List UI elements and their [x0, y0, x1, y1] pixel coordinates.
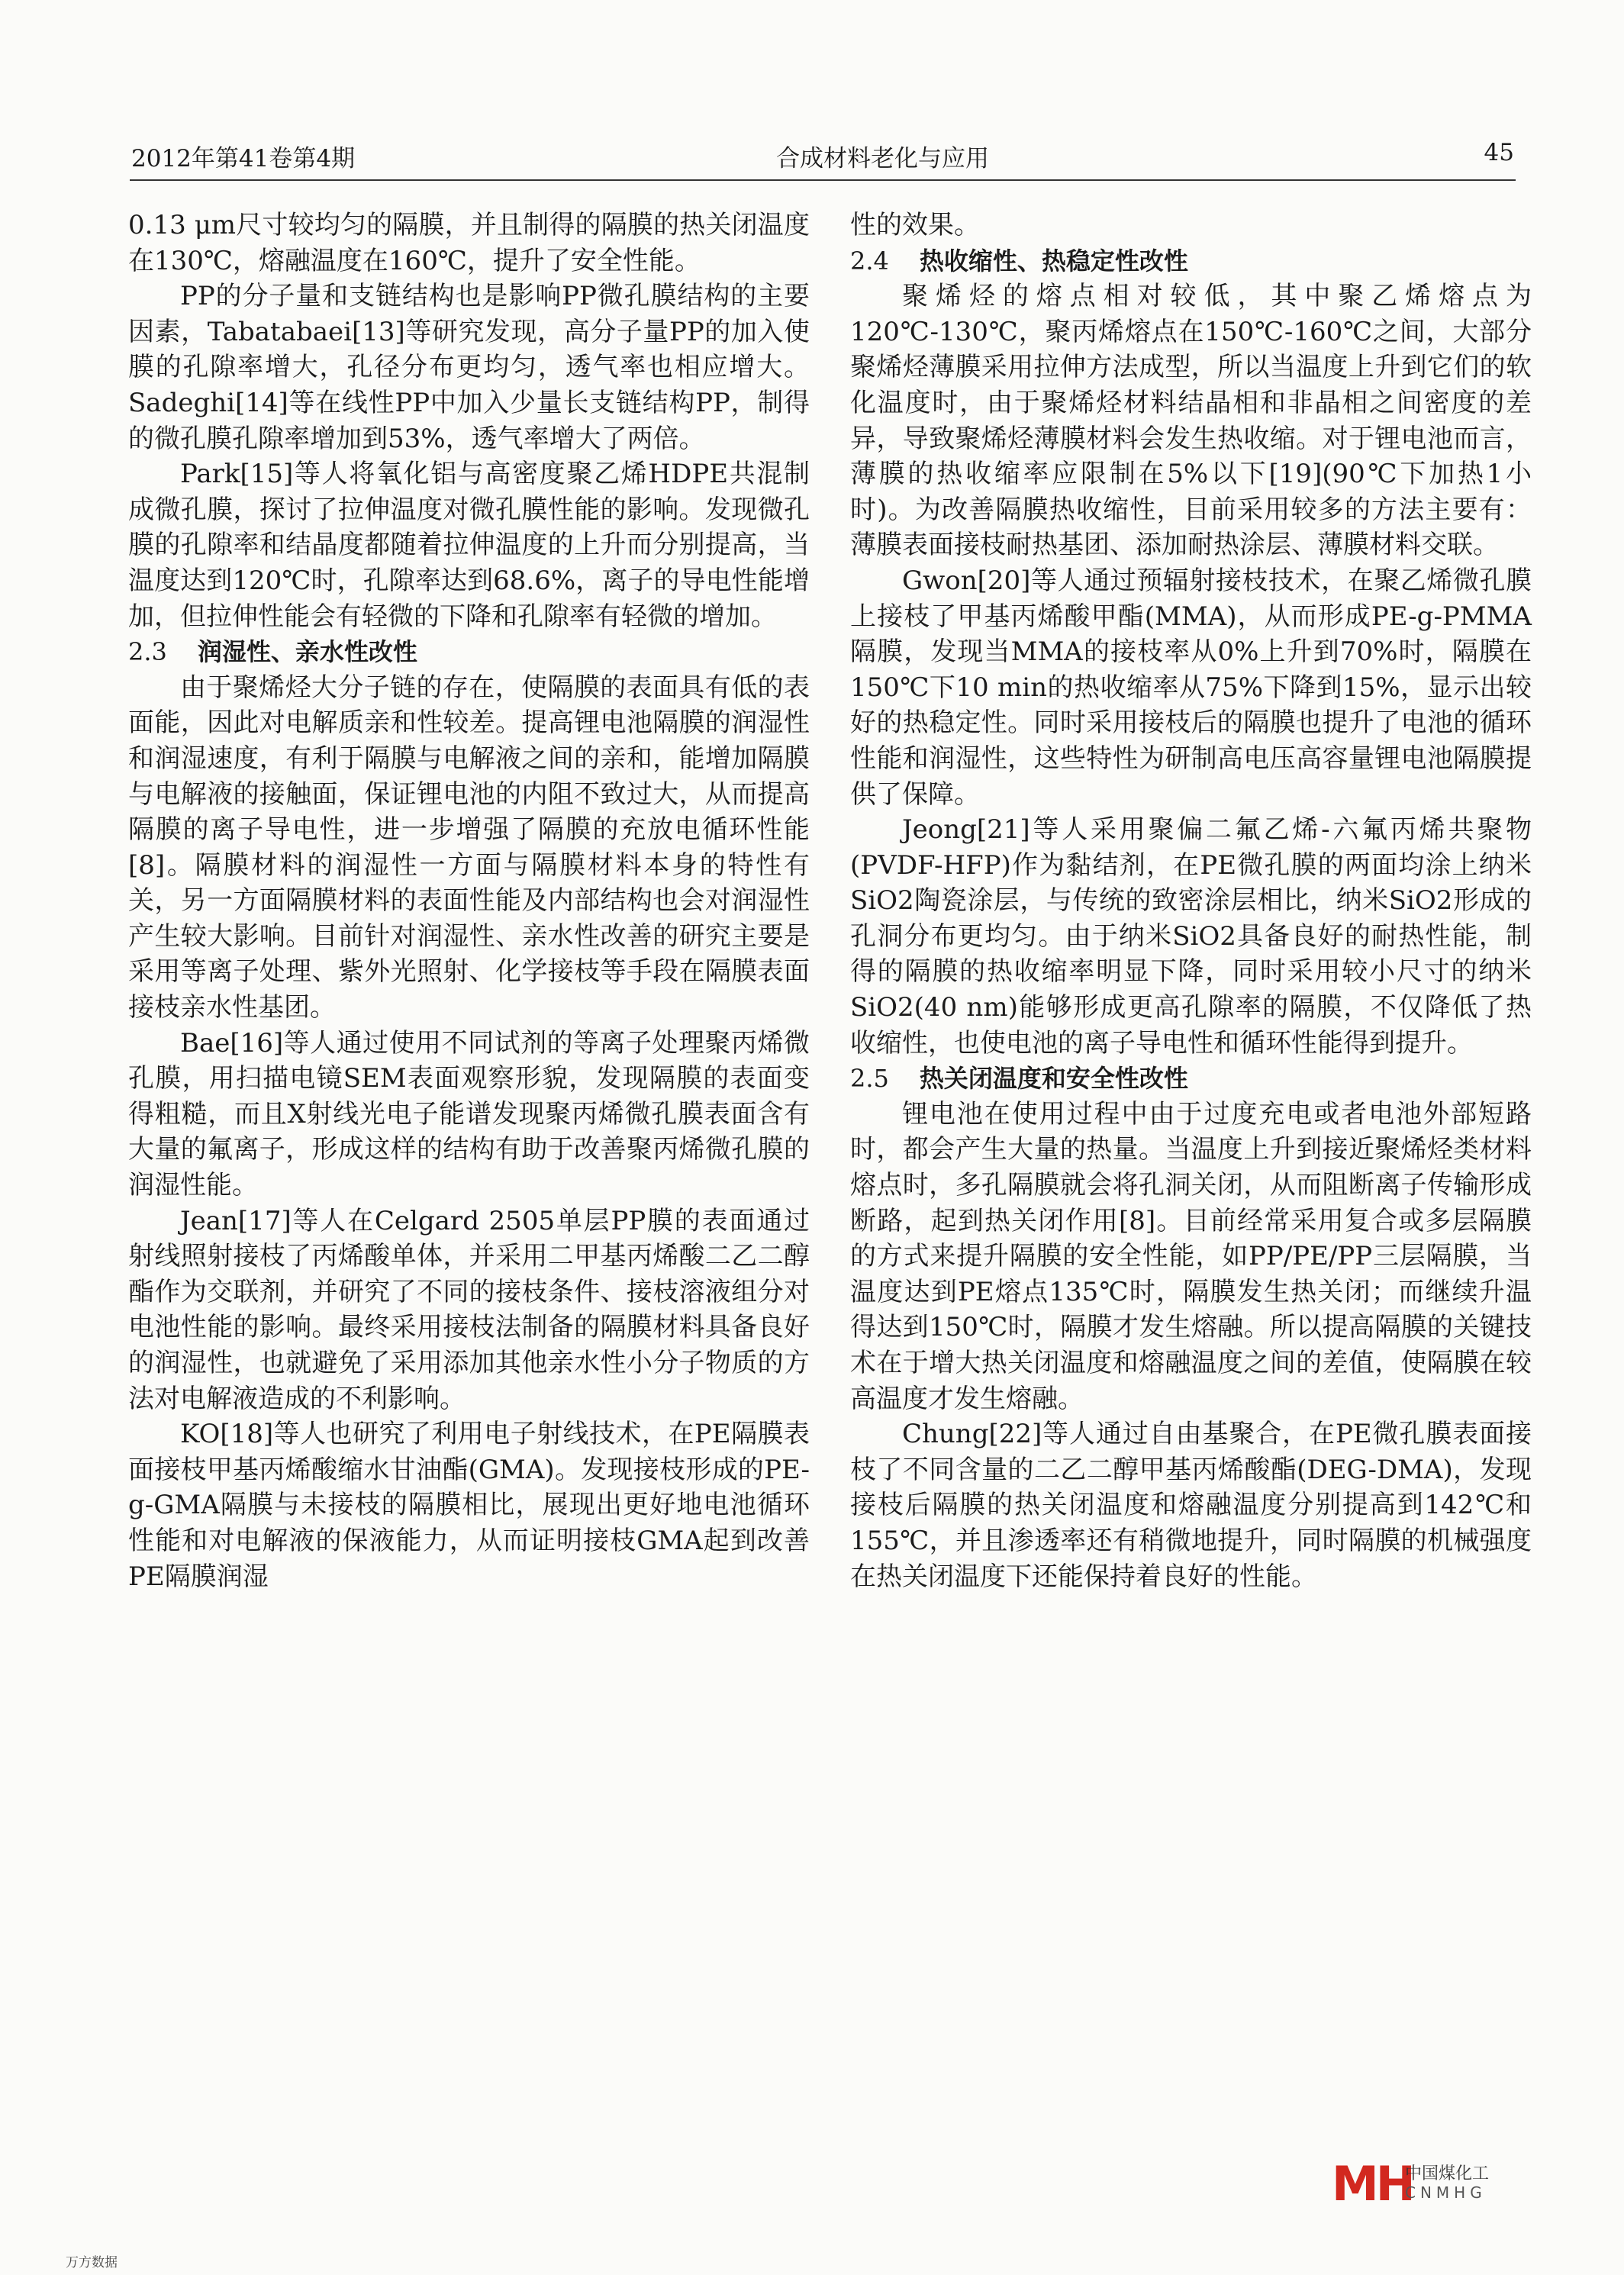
- section-title: 润湿性、亲水性改性: [197, 637, 417, 667]
- paragraph: Jeong[21]等人采用聚偏二氟乙烯-六氟丙烯共聚物(PVDF-HFP)作为黏结剂，在PE微孔膜的两面均涂上纳米SiO2陶瓷涂层，与传统的致密涂层相比，纳米SiO2形成的孔洞分布更均匀。由于纳米SiO2具备良好的耐热性能，制得的隔膜的热收缩率明显下降，同时采用较小尺寸的纳米SiO2(40 nm)能够形成更高孔隙率的隔膜，不仅降低了热收缩性，也使电池的离子导电性和循环性能得到提升。: [850, 814, 1532, 1059]
- section-heading-2-3: [128, 634, 810, 670]
- paragraph: 由于聚烯烃大分子链的存在，使隔膜的表面具有低的表面能，因此对电解质亲和性较差。提高锂电池隔膜的润湿性和润湿速度，有利于隔膜与电解液之间的亲和，能增加隔膜与电解液的接触面，保证锂电池的内阻不致过大，从而提高隔膜的离子导电性，进一步增强了隔膜的充放电循环性能[8]。隔膜材料的润湿性一方面与隔膜材料本身的特性有关，另一方面隔膜材料的表面性能及内部结构也会对润湿性产生较大影响。目前针对润湿性、亲水性改善的研究主要是采用等离子处理、紫外光照射、化学接枝等手段在隔膜表面接枝亲水性基团。: [128, 672, 810, 1023]
- logo-english: CNMHG: [1405, 2183, 1487, 2202]
- section-number: 2.3: [128, 637, 167, 667]
- journal-title: 合成材料老化与应用: [776, 145, 989, 172]
- paragraph: Gwon[20]等人通过预辐射接枝技术，在聚乙烯微孔膜上接枝了甲基丙烯酸甲酯(MMA)，从而形成PE-g-PMMA隔膜，发现当MMA的接枝率从0%上升到70%时，隔膜在150℃下10 min的热收缩率从75%下降到15%，显示出较好的热稳定性。同时采用接枝后的隔膜也提升了电池的循环性能和润湿性，这些特性为研制高电压高容量锂电池隔膜提供了保障。: [850, 565, 1532, 810]
- footer-source: 万方数据: [66, 2255, 118, 2270]
- paragraph: 聚烯烃的熔点相对较低，其中聚乙烯熔点为120℃-130℃，聚丙烯熔点在150℃-160℃之间，大部分聚烯烃薄膜采用拉伸方法成型，所以当温度上升到它们的软化温度时，由于聚烯烃材料结晶相和非晶相之间密度的差异，导致聚烯烃薄膜材料会发生热收缩。对于锂电池而言，薄膜的热收缩率应限制在5%以下[19](90℃下加热1小时)。为改善隔膜热收缩性，目前采用较多的方法主要有：薄膜表面接枝耐热基团、添加耐热涂层、薄膜材料交联。: [850, 281, 1532, 561]
- paragraph: KO[18]等人也研究了利用电子射线技术，在PE隔膜表面接枝甲基丙烯酸缩水甘油酯(GMA)。发现接枝形成的PE-g-GMA隔膜与未接枝的隔膜相比，展现出更好地电池循环性能和对电解液的保液能力，从而证明接枝GMA起到改善PE隔膜润湿: [128, 1419, 810, 1592]
- paragraph: 锂电池在使用过程中由于过度充电或者电池外部短路时，都会产生大量的热量。当温度上升到接近聚烯烃类材料熔点时，多孔隔膜就会将孔洞关闭，从而阻断离子传输形成断路，起到热关闭作用[8]。目前经常采用复合或多层隔膜的方式来提升隔膜的安全性能，如PP/PE/PP三层隔膜，当温度达到PE熔点135℃时，隔膜发生热关闭；而继续升温得达到150℃时，隔膜才发生熔融。所以提高隔膜的关键技术在于增大热关闭温度和熔融温度之间的差值，使隔膜在较高温度才发生熔融。: [850, 1098, 1532, 1414]
- paragraph: 性的效果。: [850, 210, 980, 240]
- page-number: 45: [1484, 139, 1514, 166]
- paragraph: 0.13 μm尺寸较均匀的隔膜，并且制得的隔膜的热关闭温度在130℃，熔融温度在160℃，提升了安全性能。: [128, 210, 810, 276]
- logo-mark: MH: [1332, 2156, 1413, 2212]
- section-title: 热关闭温度和安全性改性: [919, 1064, 1188, 1094]
- left-column: [128, 208, 810, 1594]
- section-heading-2-5: [850, 1061, 1532, 1097]
- section-title: 热收缩性、热稳定性改性: [919, 246, 1188, 276]
- watermark-logo: [1332, 2156, 1530, 2212]
- paragraph: PP的分子量和支链结构也是影响PP微孔膜结构的主要因素，Tabatabaei[13]等研究发现，高分子量PP的加入使膜的孔隙率增大，孔径分布更均匀，透气率也相应增大。Sadeghi[14]等在线性PP中加入少量长支链结构PP，制得的微孔膜孔隙率增加到53%，透气率增大了两倍。: [128, 281, 810, 454]
- logo-chinese: 中国煤化工: [1405, 2164, 1490, 2183]
- paragraph: Chung[22]等人通过自由基聚合，在PE微孔膜表面接枝了不同含量的二乙二醇甲基丙烯酸酯(DEG-DMA)，发现接枝后隔膜的热关闭温度和熔融温度分别提高到142℃和155℃，并且渗透率还有稍微地提升，同时隔膜的机械强度在热关闭温度下还能保持着良好的性能。: [850, 1419, 1532, 1592]
- section-number: 2.5: [850, 1064, 889, 1094]
- right-column: [850, 208, 1532, 1594]
- paragraph: Jean[17]等人在Celgard 2505单层PP膜的表面通过射线照射接枝了丙烯酸单体，并采用二甲基丙烯酸二乙二醇酯作为交联剂，并研究了不同的接枝条件、接枝溶液组分对电池性能的影响。最终采用接枝法制备的隔膜材料具备良好的润湿性，也就避免了采用添加其他亲水性小分子物质的方法对电解液造成的不利影响。: [128, 1205, 810, 1414]
- running-header: [131, 139, 1514, 172]
- paragraph: Bae[16]等人通过使用不同试剂的等离子处理聚丙烯微孔膜，用扫描电镜SEM表面观察形貌，发现隔膜的表面变得粗糙，而且X射线光电子能谱发现聚丙烯微孔膜表面含有大量的氟离子，形成这样的结构有助于改善聚丙烯微孔膜的润湿性能。: [128, 1027, 810, 1201]
- section-heading-2-4: [850, 243, 1532, 279]
- header-rule: [130, 179, 1516, 181]
- section-number: 2.4: [850, 246, 889, 276]
- paragraph: Park[15]等人将氧化铝与高密度聚乙烯HDPE共混制成微孔膜，探讨了拉伸温度对微孔膜性能的影响。发现微孔膜的孔隙率和结晶度都随着拉伸温度的上升而分别提高，当温度达到120℃时，孔隙率达到68.6%，离子的导电性能增加，但拉伸性能会有轻微的下降和孔隙率有轻微的增加。: [128, 459, 810, 632]
- journal-issue: 2012年第41卷第4期: [131, 145, 356, 172]
